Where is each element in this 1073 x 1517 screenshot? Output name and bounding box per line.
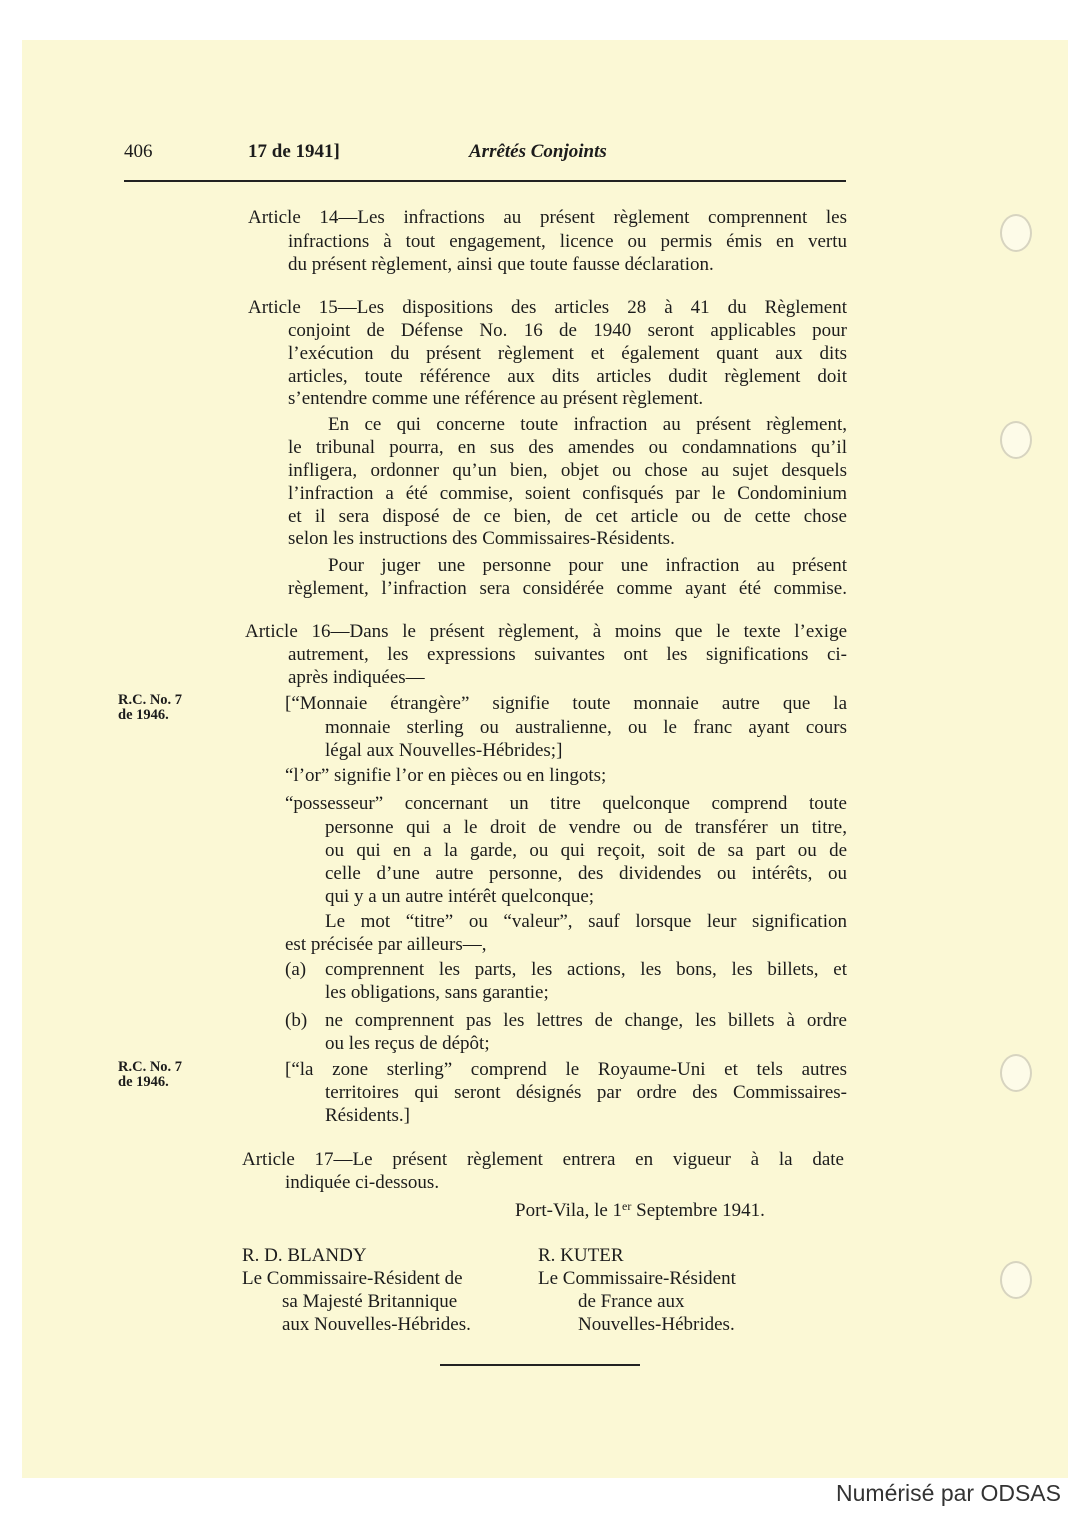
article-14-line: infractions à tout engagement, licence ou permis émis en vertu <box>288 231 847 252</box>
definition-line: “possesseur” concernant un titre quelconque comprend toute <box>285 793 847 814</box>
article-15-line: Article 15—Les dispositions des articles 28 à 41 du Règlement <box>248 297 847 318</box>
article-15-line: Pour juger une personne pour une infraction au présent <box>328 555 847 576</box>
page-number: 406 <box>124 141 153 162</box>
list-marker: (a) <box>285 959 307 980</box>
ordinance-reference: 17 de 1941] <box>248 141 340 162</box>
closing-rule <box>440 1364 640 1366</box>
article-16-line: après indiquées— <box>288 667 425 688</box>
margin-note-line: R.C. No. 7 <box>118 1059 183 1075</box>
signatory-title-right: de France aux <box>578 1291 685 1312</box>
definition-line: monnaie sterling ou australienne, ou le franc ayant cours <box>325 717 847 738</box>
definition-line: ou qui en a la garde, ou qui reçoit, soit de sa part ou de <box>325 840 847 861</box>
definition-line: Résidents.] <box>325 1105 410 1126</box>
signatory-title-left: sa Majesté Britannique <box>282 1291 458 1312</box>
definition-line: [“la zone sterling” comprend le Royaume-Uni et tels autres <box>285 1059 847 1080</box>
signatory-title-right: Nouvelles-Hébrides. <box>578 1314 735 1335</box>
binder-hole <box>1000 1261 1032 1299</box>
digitization-credit: Numérisé par ODSAS <box>836 1480 1061 1506</box>
signatory-title-left: aux Nouvelles-Hébrides. <box>282 1314 471 1335</box>
article-17-line: indiquée ci-dessous. <box>285 1172 440 1193</box>
article-14-line: du présent règlement, ainsi que toute fausse déclaration. <box>288 254 714 275</box>
dateline-text: Port-Vila, le 1 <box>515 1200 623 1221</box>
definition-line: les obligations, sans garantie; <box>325 982 549 1003</box>
margin-note-line: de 1946. <box>118 1074 169 1090</box>
article-15-line: l’infraction a été commise, soient confisqués par le Condominium <box>288 483 847 504</box>
definition-line: [“Monnaie étrangère” signifie toute monnaie autre que la <box>285 693 847 714</box>
article-17-line: Article 17—Le présent règlement entrera en vigueur à la date <box>242 1149 844 1170</box>
definition-line: “l’or” signifie l’or en pièces ou en lingots; <box>285 765 607 786</box>
definition-line: territoires qui seront désignés par ordre des Commissaires- <box>325 1082 847 1103</box>
definition-line: qui y a un autre intérêt quelconque; <box>325 886 595 907</box>
signatory-name-left: R. D. BLANDY <box>242 1245 367 1266</box>
definition-line: est précisée par ailleurs—, <box>285 934 487 955</box>
binder-hole <box>1000 1054 1032 1092</box>
article-16-line: Article 16—Dans le présent règlement, à moins que le texte l’exige <box>245 621 847 642</box>
signatory-title-right: Le Commissaire-Résident <box>538 1268 736 1289</box>
signatory-name-right: R. KUTER <box>538 1245 624 1266</box>
binder-hole <box>1000 214 1032 252</box>
article-15-line: conjoint de Défense No. 16 de 1940 seront applicables pour <box>288 320 847 341</box>
article-15-line: En ce qui concerne toute infraction au présent règlement, <box>328 414 847 435</box>
definition-line: ne comprennent pas les lettres de change, les billets à ordre <box>325 1010 847 1031</box>
margin-note-line: R.C. No. 7 <box>118 692 183 708</box>
list-marker: (b) <box>285 1010 308 1031</box>
article-15-line: articles, toute référence aux dits articles dudit règlement doit <box>288 366 847 387</box>
dateline-text: Septembre 1941. <box>631 1200 765 1221</box>
article-15-line: infligera, ordonner qu’un bien, objet ou chose au sujet desquels <box>288 460 847 481</box>
dateline <box>515 1200 765 1222</box>
article-15-line: et il sera disposé de ce bien, de cet article ou de cette chose <box>288 506 847 527</box>
header-rule <box>124 180 846 182</box>
page-title: Arrêtés Conjoints <box>469 141 607 162</box>
margin-note-line: de 1946. <box>118 707 169 723</box>
article-15-line: le tribunal pourra, en sus des amendes ou condamnations qu’il <box>288 437 847 458</box>
definition-line: comprennent les parts, les actions, les bons, les billets, et <box>325 959 847 980</box>
article-15-line: règlement, l’infraction sera considérée comme ayant été commise. <box>288 578 847 599</box>
article-15-line: s’entendre comme une référence au présent règlement. <box>288 388 704 409</box>
dateline-superscript: er <box>622 1199 632 1213</box>
article-15-line: selon les instructions des Commissaires-Résidents. <box>288 528 675 549</box>
article-16-line: autrement, les expressions suivantes ont les significations ci- <box>288 644 847 665</box>
margin-note <box>118 693 182 723</box>
definition-line: personne qui a le droit de vendre ou de transférer un titre, <box>325 817 847 838</box>
definition-line: légal aux Nouvelles-Hébrides;] <box>325 740 563 761</box>
binder-hole <box>1000 421 1032 459</box>
article-15-line: l’exécution du présent règlement et également quant aux dits <box>288 343 847 364</box>
article-14-line: Article 14—Les infractions au présent règlement comprennent les <box>248 207 847 228</box>
definition-line: Le mot “titre” ou “valeur”, sauf lorsque leur signification <box>325 911 847 932</box>
definition-line: celle d’une autre personne, des dividendes ou intérêts, ou <box>325 863 847 884</box>
margin-note <box>118 1060 182 1090</box>
signatory-title-left: Le Commissaire-Résident de <box>242 1268 463 1289</box>
definition-line: ou les reçus de dépôt; <box>325 1033 490 1054</box>
